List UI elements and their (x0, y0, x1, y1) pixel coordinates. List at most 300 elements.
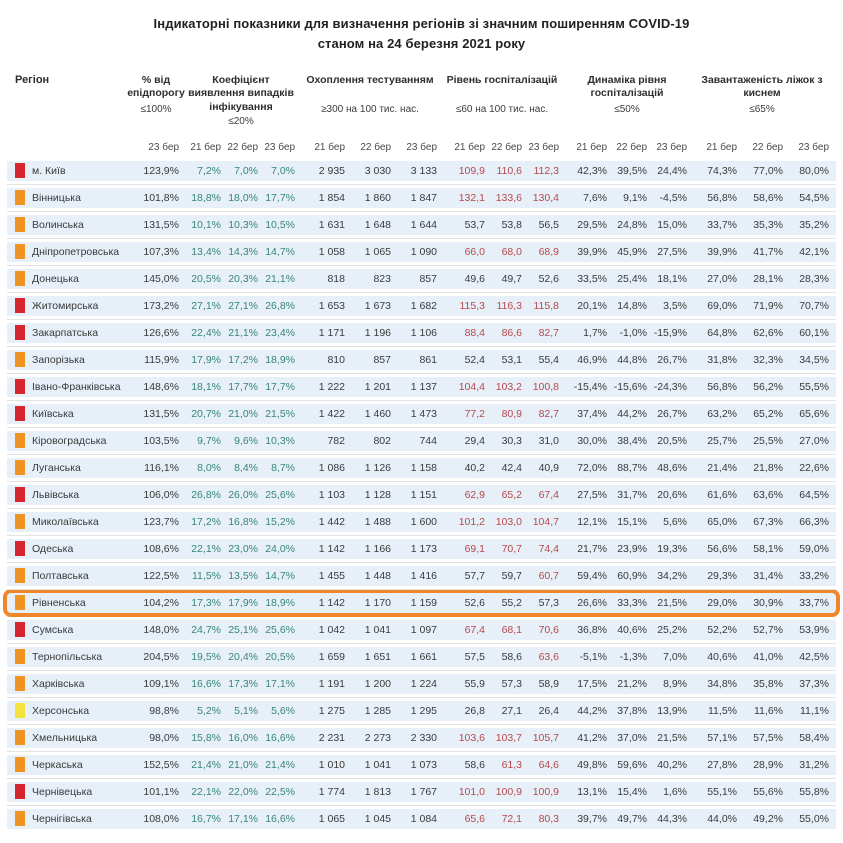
cell-tests: 1 041 (364, 623, 391, 636)
cell-hosp: 103,6 (458, 731, 485, 744)
cell-dyn: 40,2% (657, 758, 687, 771)
cell-dyn: 26,6% (577, 596, 607, 609)
group-threshold-dyn: ≤50% (614, 104, 640, 116)
cell-dyn: -15,6% (613, 380, 647, 393)
cell-hosp: 110,6 (496, 164, 522, 177)
cell-tests: 1 653 (318, 299, 345, 312)
cell-hosp: 57,7 (464, 569, 485, 582)
cell-coef: 18,0% (228, 191, 258, 204)
cell-coef: 15,8% (191, 731, 221, 744)
status-marker-orange (15, 676, 25, 691)
cell-coef: 25,6% (265, 623, 295, 636)
region-cell (7, 350, 129, 370)
region-cell (7, 404, 129, 424)
region-name: Черкаська (32, 758, 83, 771)
cell-coef: 14,7% (265, 569, 295, 582)
table-row (7, 782, 836, 802)
cell-dyn: 46,9% (577, 353, 607, 366)
cell-hosp: 27,1 (501, 704, 522, 717)
cell-epid: 98,8% (149, 704, 179, 717)
cell-hosp: 55,9 (464, 677, 485, 690)
cell-hosp: 42,4 (501, 461, 522, 474)
cell-dyn: 21,5% (657, 596, 687, 609)
cell-coef: 18,9% (265, 596, 295, 609)
region-name: Кіровоградська (32, 434, 107, 447)
group-threshold-hosp: ≤60 на 100 тис. нас. (455, 104, 549, 116)
cell-tests: 802 (373, 434, 391, 447)
cell-tests: 1 295 (410, 704, 437, 717)
cell-epid: 115,9% (144, 353, 179, 366)
cell-epid: 123,7% (143, 515, 179, 528)
region-cell (7, 755, 129, 775)
cell-hosp: 56,5 (538, 218, 559, 231)
cell-coef: 21,4% (191, 758, 221, 771)
cell-coef: 21,4% (265, 758, 295, 771)
cell-hosp: 104,4 (458, 380, 485, 393)
region-cell (7, 566, 129, 586)
cell-coef: 17,3% (228, 677, 258, 690)
cell-hosp: 67,4 (538, 488, 559, 501)
cell-dyn: 25,2% (657, 623, 687, 636)
cell-beds: 52,7% (753, 623, 783, 636)
cell-beds: 58,6% (753, 191, 783, 204)
status-marker-red (15, 622, 25, 637)
date-header-dyn: 23 бер (656, 141, 687, 153)
cell-tests: 1 137 (410, 380, 437, 393)
cell-epid: 204,5% (143, 650, 179, 663)
cell-beds: 60,1% (799, 326, 829, 339)
cell-coef: 14,7% (265, 245, 295, 258)
region-name: Луганська (32, 461, 81, 474)
cell-hosp: 68,9 (538, 245, 559, 258)
group-title-tests: Охоплення тестуванням (306, 74, 434, 87)
cell-tests: 1 275 (318, 704, 345, 717)
region-name: Чернігівська (32, 812, 92, 825)
cell-coef: 26,8% (191, 488, 221, 501)
status-marker-orange (15, 433, 25, 448)
date-header-tests: 21 бер (314, 141, 345, 153)
cell-tests: 1 151 (410, 488, 437, 501)
cell-hosp: 88,4 (464, 326, 485, 339)
region-cell (7, 593, 129, 613)
cell-hosp: 82,7 (538, 407, 559, 420)
cell-epid: 98,0% (149, 731, 179, 744)
cell-tests: 1 422 (318, 407, 345, 420)
date-header-dyn: 22 бер (616, 141, 647, 153)
cell-dyn: 37,8% (617, 704, 647, 717)
cell-beds: 33,7% (707, 218, 737, 231)
cell-hosp: 112,3 (533, 164, 559, 177)
cell-dyn: -4,5% (659, 191, 687, 204)
date-header-hosp: 21 бер (454, 141, 485, 153)
cell-tests: 1 173 (410, 542, 437, 555)
cell-dyn: 37,4% (577, 407, 607, 420)
table-row (7, 701, 836, 721)
cell-tests: 1 682 (410, 299, 437, 312)
cell-coef: 5,2% (197, 704, 221, 717)
cell-dyn: 49,7% (617, 812, 647, 825)
cell-beds: 21,4% (707, 461, 737, 474)
report-title-line2: станом на 24 березня 2021 року (317, 36, 526, 52)
group-title-dyn: Динаміка рівня госпіталізацій (587, 74, 667, 100)
cell-hosp: 105,7 (532, 731, 559, 744)
cell-dyn: -15,9% (653, 326, 687, 339)
cell-beds: 40,6% (707, 650, 737, 663)
cell-tests: 1 200 (364, 677, 391, 690)
cell-hosp: 58,9 (538, 677, 559, 690)
cell-tests: 1 285 (364, 704, 391, 717)
cell-dyn: 26,7% (657, 407, 687, 420)
cell-tests: 2 231 (318, 731, 345, 744)
cell-hosp: 116,3 (496, 299, 522, 312)
table-row (7, 431, 836, 451)
table-row (7, 404, 836, 424)
region-name: Львівська (32, 488, 80, 501)
cell-tests: 1 171 (318, 326, 345, 339)
cell-dyn: -1,0% (619, 326, 647, 339)
cell-tests: 1 045 (364, 812, 391, 825)
cell-dyn: 72,0% (577, 461, 607, 474)
cell-dyn: 25,4% (617, 272, 647, 285)
cell-beds: 58,1% (753, 542, 783, 555)
cell-hosp: 59,7 (501, 569, 522, 582)
cell-coef: 11,5% (192, 569, 221, 582)
cell-tests: 3 030 (364, 164, 391, 177)
cell-tests: 1 860 (364, 191, 391, 204)
cell-beds: 57,1% (707, 731, 737, 744)
region-cell (7, 431, 129, 451)
cell-dyn: 9,1% (623, 191, 647, 204)
cell-hosp: 68,0 (501, 245, 522, 258)
cell-beds: 34,5% (799, 353, 829, 366)
region-cell (7, 809, 129, 829)
region-cell (7, 161, 129, 181)
cell-tests: 857 (419, 272, 437, 285)
cell-tests: 1 128 (364, 488, 391, 501)
cell-coef: 24,0% (265, 542, 295, 555)
cell-beds: 64,8% (707, 326, 737, 339)
cell-tests: 1 224 (410, 677, 437, 690)
cell-tests: 1 651 (364, 650, 391, 663)
cell-beds: 58,4% (799, 731, 829, 744)
region-name: Одеська (32, 542, 74, 555)
group-threshold-tests: ≥300 на 100 тис. нас. (321, 104, 419, 116)
cell-coef: 21,1% (228, 326, 258, 339)
cell-coef: 25,1% (228, 623, 258, 636)
cell-beds: 55,5% (799, 380, 829, 393)
cell-tests: 1 488 (364, 515, 391, 528)
cell-tests: 857 (373, 353, 391, 366)
cell-dyn: 21,5% (657, 731, 687, 744)
cell-coef: 20,3% (228, 272, 258, 285)
cell-dyn: 5,6% (663, 515, 687, 528)
cell-hosp: 53,8 (501, 218, 522, 231)
cell-hosp: 49,7 (501, 272, 522, 285)
cell-beds: 37,3% (799, 677, 829, 690)
status-marker-red (15, 379, 25, 394)
cell-dyn: -24,3% (653, 380, 687, 393)
cell-coef: 22,4% (191, 326, 221, 339)
cell-tests: 823 (373, 272, 391, 285)
cell-hosp: 63,6 (538, 650, 559, 663)
date-header-tests: 23 бер (406, 141, 437, 153)
cell-coef: 8,7% (271, 461, 295, 474)
cell-dyn: 39,9% (577, 245, 607, 258)
cell-tests: 1 661 (410, 650, 437, 663)
table-row (7, 485, 836, 505)
region-cell (7, 539, 129, 559)
region-cell (7, 620, 129, 640)
cell-tests: 1 058 (318, 245, 345, 258)
region-name: Київська (32, 407, 74, 420)
cell-tests: 1 010 (318, 758, 345, 771)
region-name: Дніпропетровська (32, 245, 120, 258)
status-marker-orange (15, 595, 25, 610)
cell-epid: 106,0% (143, 488, 179, 501)
cell-coef: 20,5% (191, 272, 221, 285)
cell-dyn: 44,3% (657, 812, 687, 825)
cell-hosp: 52,4 (464, 353, 485, 366)
status-marker-yellow (15, 703, 25, 718)
cell-dyn: 42,3% (577, 164, 607, 177)
cell-dyn: -1,3% (619, 650, 647, 663)
status-marker-orange (15, 190, 25, 205)
date-header-coef: 21 бер (190, 141, 221, 153)
cell-tests: 1 644 (410, 218, 437, 231)
cell-coef: 16,6% (265, 731, 295, 744)
cell-tests: 2 330 (410, 731, 437, 744)
cell-hosp: 86,6 (501, 326, 522, 339)
cell-tests: 1 416 (410, 569, 437, 582)
table-row (7, 161, 836, 181)
cell-hosp: 53,1 (501, 353, 522, 366)
cell-beds: 63,2% (707, 407, 737, 420)
cell-tests: 1 448 (364, 569, 391, 582)
cell-beds: 27,0% (707, 272, 737, 285)
cell-beds: 30,9% (753, 596, 783, 609)
cell-beds: 31,4% (753, 569, 783, 582)
cell-hosp: 70,6 (538, 623, 559, 636)
cell-tests: 1 065 (364, 245, 391, 258)
cell-dyn: 1,7% (583, 326, 607, 339)
cell-beds: 28,3% (799, 272, 829, 285)
cell-coef: 8,4% (234, 461, 258, 474)
cell-dyn: 60,9% (617, 569, 647, 582)
region-cell (7, 728, 129, 748)
cell-hosp: 103,2 (495, 380, 522, 393)
group-threshold-coef: ≤20% (228, 115, 254, 127)
table-row (7, 350, 836, 370)
status-marker-orange (15, 514, 25, 529)
cell-tests: 1 222 (318, 380, 345, 393)
table-row (7, 755, 836, 775)
region-cell (7, 647, 129, 667)
cell-coef: 10,5% (265, 218, 295, 231)
table-date-header-row (7, 142, 836, 153)
cell-hosp: 101,2 (458, 515, 485, 528)
cell-epid: 108,0% (143, 812, 179, 825)
cell-tests: 1 159 (410, 596, 437, 609)
cell-coef: 18,9% (265, 353, 295, 366)
cell-tests: 818 (327, 272, 345, 285)
cell-dyn: 3,5% (663, 299, 687, 312)
cell-beds: 41,0% (753, 650, 783, 663)
cell-beds: 31,2% (799, 758, 829, 771)
cell-dyn: 20,6% (657, 488, 687, 501)
cell-hosp: 100,9 (495, 785, 522, 798)
cell-tests: 1 084 (410, 812, 437, 825)
table-row (7, 188, 836, 208)
column-group-hospitalization-dynamics (563, 74, 691, 115)
status-marker-red (15, 406, 25, 421)
cell-hosp: 82,7 (538, 326, 559, 339)
cell-hosp: 52,6 (538, 272, 559, 285)
cell-beds: 33,7% (799, 596, 829, 609)
cell-tests: 1 086 (318, 461, 345, 474)
date-header-beds: 21 бер (706, 141, 737, 153)
cell-hosp: 101,0 (458, 785, 485, 798)
covid-indicators-report (0, 14, 843, 843)
region-name: Тернопільська (32, 650, 103, 663)
region-cell (7, 296, 129, 316)
cell-beds: 62,6% (753, 326, 783, 339)
cell-hosp: 57,5 (464, 650, 485, 663)
cell-hosp: 58,6 (464, 758, 485, 771)
cell-hosp: 52,6 (464, 596, 485, 609)
cell-coef: 21,5% (265, 407, 295, 420)
date-header-tests: 22 бер (360, 141, 391, 153)
status-marker-orange (15, 649, 25, 664)
cell-dyn: 26,7% (657, 353, 687, 366)
cell-dyn: 12,1% (577, 515, 607, 528)
report-title-line1: Індикаторні показники для визначення регіонів зі значним поширенням COVID-19 (153, 16, 690, 31)
cell-hosp: 67,4 (464, 623, 485, 636)
status-marker-red (15, 298, 25, 313)
cell-tests: 1 201 (364, 380, 391, 393)
cell-beds: 25,5% (753, 434, 783, 447)
cell-epid: 123,9% (143, 164, 179, 177)
cell-coef: 27,1% (228, 299, 258, 312)
cell-hosp: 26,8 (464, 704, 485, 717)
region-name: м. Київ (32, 164, 66, 177)
group-title-beds: Завантаженість ліжок з киснем (701, 74, 823, 100)
table-row-highlighted (7, 593, 836, 613)
cell-dyn: 59,6% (617, 758, 647, 771)
status-marker-red (15, 487, 25, 502)
status-marker-red (15, 784, 25, 799)
cell-coef: 17,3% (191, 596, 221, 609)
region-name: Полтавська (32, 569, 89, 582)
cell-dyn: 15,1% (617, 515, 647, 528)
group-threshold-beds: ≤65% (749, 104, 775, 116)
cell-epid: 145,0% (143, 272, 179, 285)
column-group-detection-coefficient (183, 74, 299, 126)
cell-beds: 35,2% (799, 218, 829, 231)
cell-tests: 1 126 (364, 461, 391, 474)
region-cell (7, 512, 129, 532)
cell-tests: 1 460 (364, 407, 391, 420)
region-name: Миколаївська (32, 515, 99, 528)
cell-coef: 16,0% (228, 731, 258, 744)
table-body (7, 161, 836, 829)
cell-beds: 41,7% (753, 245, 783, 258)
cell-epid: 108,6% (143, 542, 179, 555)
status-marker-orange (15, 811, 25, 826)
cell-dyn: 20,5% (657, 434, 687, 447)
cell-beds: 77,0% (753, 164, 783, 177)
cell-coef: 17,7% (265, 380, 295, 393)
cell-beds: 55,1% (707, 785, 737, 798)
cell-coef: 10,1% (191, 218, 221, 231)
date-header-coef: 22 бер (227, 141, 258, 153)
cell-hosp: 26,4 (538, 704, 559, 717)
cell-tests: 1 631 (318, 218, 345, 231)
cell-dyn: 7,6% (583, 191, 607, 204)
cell-hosp: 115,3 (459, 299, 485, 312)
cell-beds: 57,5% (753, 731, 783, 744)
cell-hosp: 77,2 (464, 407, 485, 420)
cell-dyn: 18,1% (657, 272, 687, 285)
cell-epid: 116,1% (144, 461, 179, 474)
date-header-coef: 23 бер (264, 141, 295, 153)
cell-coef: 7,0% (234, 164, 258, 177)
cell-hosp: 65,2 (501, 488, 522, 501)
cell-dyn: 39,7% (577, 812, 607, 825)
cell-dyn: 59,4% (577, 569, 607, 582)
column-group-oxygen-beds-occupancy (691, 74, 833, 115)
cell-dyn: 44,8% (617, 353, 647, 366)
cell-epid: 104,2% (143, 596, 179, 609)
cell-hosp: 69,1 (464, 542, 485, 555)
table-row (7, 728, 836, 748)
cell-dyn: 27,5% (577, 488, 607, 501)
cell-coef: 16,6% (265, 812, 295, 825)
date-header-epid: 23 бер (148, 141, 179, 153)
region-name: Харківська (32, 677, 85, 690)
cell-beds: 29,0% (707, 596, 737, 609)
region-name: Житомирська (32, 299, 99, 312)
region-name: Донецька (32, 272, 79, 285)
cell-coef: 17,1% (228, 812, 258, 825)
cell-beds: 64,5% (799, 488, 829, 501)
cell-dyn: 23,9% (617, 542, 647, 555)
cell-hosp: 65,6 (464, 812, 485, 825)
cell-epid: 126,6% (143, 326, 179, 339)
cell-tests: 1 813 (364, 785, 391, 798)
group-title-epid: % від епідпорогу (127, 74, 185, 100)
cell-coef: 20,5% (265, 650, 295, 663)
cell-beds: 55,6% (753, 785, 783, 798)
region-cell (7, 242, 129, 262)
cell-dyn: -5,1% (579, 650, 607, 663)
cell-coef: 22,1% (191, 542, 221, 555)
cell-beds: 11,5% (708, 704, 737, 717)
region-name: Херсонська (32, 704, 90, 717)
cell-hosp: 57,3 (501, 677, 522, 690)
cell-coef: 26,0% (228, 488, 258, 501)
cell-epid: 173,2% (143, 299, 179, 312)
cell-dyn: 1,6% (663, 785, 687, 798)
cell-beds: 56,8% (707, 191, 737, 204)
cell-tests: 1 455 (318, 569, 345, 582)
cell-coef: 8,0% (197, 461, 221, 474)
table-row (7, 296, 836, 316)
status-marker-red (15, 163, 25, 178)
region-cell (7, 377, 129, 397)
cell-beds: 65,2% (753, 407, 783, 420)
cell-coef: 10,3% (265, 434, 295, 447)
region-name: Хмельницька (32, 731, 98, 744)
